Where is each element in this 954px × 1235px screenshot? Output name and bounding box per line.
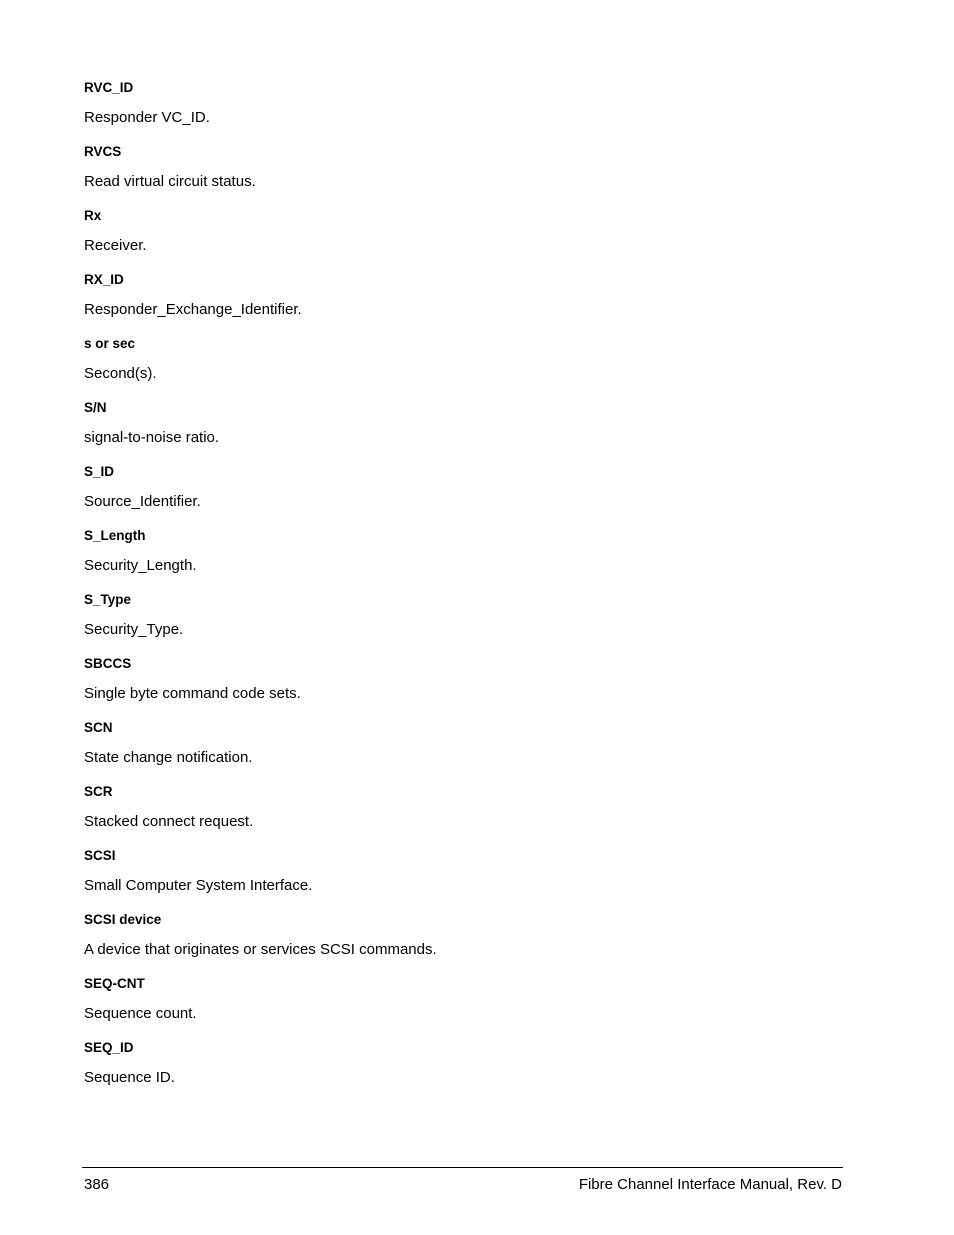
glossary-term: S_Type <box>84 592 132 607</box>
glossary-definition: Read virtual circuit status. <box>84 173 256 190</box>
glossary-definition: Sequence ID. <box>84 1069 175 1086</box>
glossary-entry <box>84 975 844 1039</box>
page-number: 386 <box>84 1176 110 1193</box>
glossary-term: s or sec <box>84 336 136 351</box>
glossary-definition: Responder_Exchange_Identifier. <box>84 301 302 318</box>
glossary-term: S_Length <box>84 528 146 543</box>
glossary-entry <box>84 655 844 719</box>
glossary-entry <box>84 783 844 847</box>
glossary-entry <box>84 527 844 591</box>
glossary-definition: Sequence count. <box>84 1005 197 1022</box>
glossary-term: S/N <box>84 400 107 415</box>
glossary-definition: Single byte command code sets. <box>84 685 301 702</box>
glossary-term: RVCS <box>84 144 122 159</box>
glossary-definition: Stacked connect request. <box>84 813 254 830</box>
glossary-entry <box>84 719 844 783</box>
glossary-entry <box>84 79 844 143</box>
glossary-definition: Source_Identifier. <box>84 493 201 510</box>
glossary-entry <box>84 399 844 463</box>
glossary-term: RVC_ID <box>84 80 134 95</box>
glossary-definition: signal-to-noise ratio. <box>84 429 220 446</box>
glossary-entry <box>84 911 844 975</box>
glossary-definition: Second(s). <box>84 365 157 382</box>
glossary-definition: Security_Type. <box>84 621 184 638</box>
glossary-term: SCSI device <box>84 912 162 927</box>
glossary-entry <box>84 1039 844 1103</box>
glossary-term: Rx <box>84 208 102 223</box>
glossary-term: SEQ-CNT <box>84 976 145 991</box>
glossary-definition: Receiver. <box>84 237 147 254</box>
glossary-term: SCR <box>84 784 113 799</box>
glossary-entry <box>84 271 844 335</box>
glossary-term: SBCCS <box>84 656 132 671</box>
glossary-definition: Small Computer System Interface. <box>84 877 313 894</box>
glossary-entry <box>84 847 844 911</box>
glossary-term: SEQ_ID <box>84 1040 134 1055</box>
glossary-term: SCSI <box>84 848 116 863</box>
glossary-entry <box>84 207 844 271</box>
glossary-entry <box>84 591 844 655</box>
glossary-term: S_ID <box>84 464 115 479</box>
glossary-definition: State change notification. <box>84 749 253 766</box>
glossary-term: SCN <box>84 720 113 735</box>
glossary-definition: A device that originates or services SCSI commands. <box>84 941 437 958</box>
glossary-entry <box>84 335 844 399</box>
glossary-entry <box>84 463 844 527</box>
footer-divider <box>82 1167 843 1168</box>
glossary-definition: Responder VC_ID. <box>84 109 210 126</box>
glossary-term: RX_ID <box>84 272 124 287</box>
glossary-entry <box>84 143 844 207</box>
glossary-definition: Security_Length. <box>84 557 197 574</box>
document-title: Fibre Channel Interface Manual, Rev. D <box>578 1176 842 1193</box>
glossary-list <box>84 79 844 1103</box>
